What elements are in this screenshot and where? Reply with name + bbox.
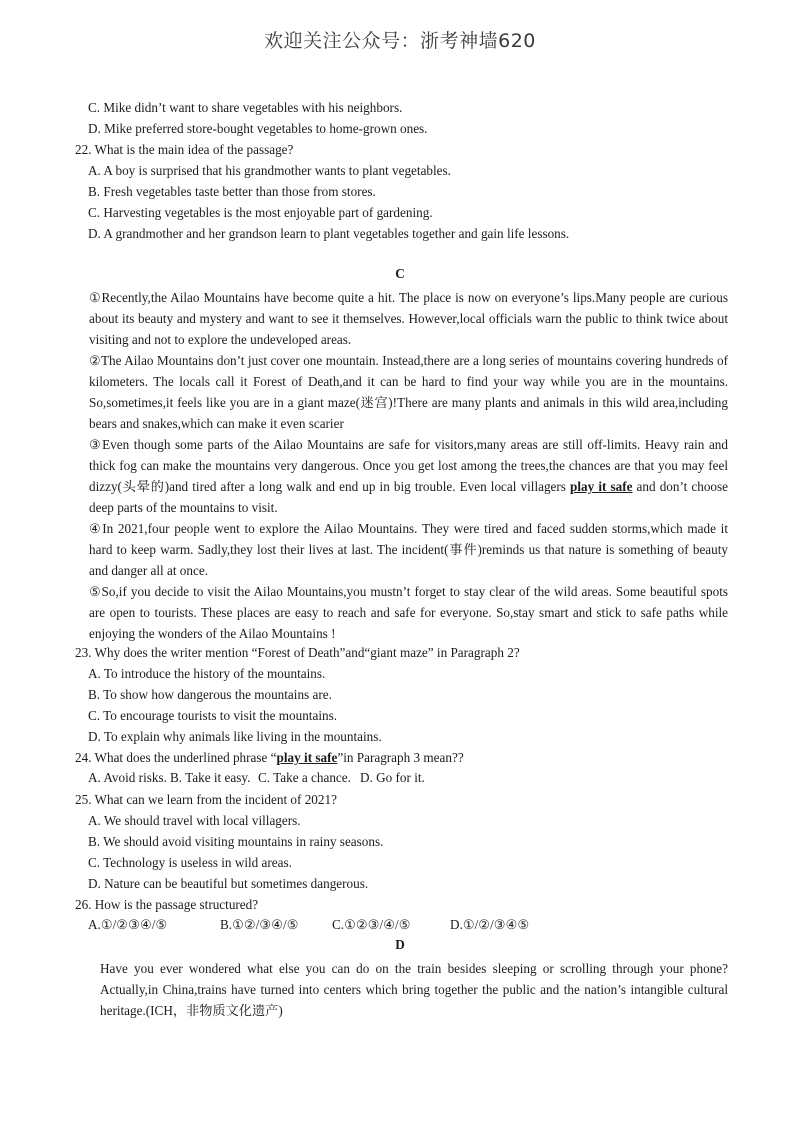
q24-text-after: ”in Paragraph 3 mean?? — [337, 750, 464, 765]
q21-option-c: C. Mike didn’t want to share vegetables with his neighbors. — [88, 100, 403, 115]
q22-option-d: D. A grandmother and her grandson learn to plant vegetables together and gain life lessons. — [88, 226, 570, 241]
q24-option-a: A. Avoid risks. — [88, 770, 167, 785]
q25-question: 25. What can we learn from the incident of 2021? — [75, 792, 337, 807]
section-d-title: D — [395, 937, 405, 952]
q26-option-b: B.①②/③④/⑤ — [220, 917, 299, 932]
q24-question — [75, 749, 464, 767]
q25-option-a: A. We should travel with local villagers. — [88, 813, 301, 828]
q26-option-a: A.①/②③④/⑤ — [88, 917, 168, 932]
passage-c-paragraph-1 — [72, 287, 728, 350]
q26-option-c: C.①②③/④/⑤ — [332, 917, 411, 932]
q22-option-b: B. Fresh vegetables taste better than those from stores. — [88, 184, 376, 199]
q22-option-a: A. A boy is surprised that his grandmother wants to plant vegetables. — [88, 163, 451, 178]
paragraph-text: Have you ever wondered what else you can do on the train besides sleeping or scrolling through your phone? Actually,in China,trains have turned into centers which bring together the public and the nation’s intangible cultural heritage.(ICH，非物质文化遗产) — [100, 961, 728, 1018]
paragraph-text: ④In 2021,four people went to explore the Ailao Mountains. They were tired and faced sudden storms,which made it hard to keep warm. Sadly,they lost their lives at last. The incident(事件)reminds us that nature is something of beauty and danger all at once. — [89, 521, 728, 578]
underlined-phrase: play it safe — [570, 479, 633, 494]
passage-c-paragraph-5 — [72, 581, 728, 644]
passage-d-paragraph-1 — [72, 958, 728, 1021]
q25-option-d: D. Nature can be beautiful but sometimes dangerous. — [88, 876, 369, 891]
q24-option-c: C. Take a chance. — [258, 770, 351, 785]
paragraph-text — [72, 434, 728, 518]
q25-option-c: C. Technology is useless in wild areas. — [88, 855, 292, 870]
q23-option-b: B. To show how dangerous the mountains are. — [88, 687, 332, 702]
q24-text-before: 24. What does the underlined phrase “ — [75, 750, 277, 765]
paragraph-3-text-before: ③Even though some parts of the Ailao Mountains are safe for visitors,many areas are still off-limits. Heavy rain and thick fog can make the mountains very dangerous. Once you get lost among the trees,the chances are that you may feel dizzy(头晕的)and tired after a long walk and end up in big trouble. Even local villagers — [89, 437, 728, 494]
q24-option-d: D. Go for it. — [360, 770, 425, 785]
q26-option-d: D.①/②/③④⑤ — [450, 917, 530, 932]
q23-option-a: A. To introduce the history of the mountains. — [88, 666, 326, 681]
q22-option-c: C. Harvesting vegetables is the most enjoyable part of gardening. — [88, 205, 433, 220]
page-header: 欢迎关注公众号：浙考神墙620 — [264, 30, 536, 52]
q22-question: 22. What is the main idea of the passage? — [75, 142, 294, 157]
underlined-phrase: play it safe — [276, 750, 338, 765]
paragraph-3-text-after: and don’t choose deep parts of the mountains to visit. — [89, 479, 729, 515]
q24-options — [88, 770, 425, 786]
q26-question: 26. How is the passage structured? — [75, 897, 259, 912]
q23-option-c: C. To encourage tourists to visit the mountains. — [88, 708, 338, 723]
passage-c-paragraph-3 — [72, 434, 728, 518]
passage-c-paragraph-4 — [72, 518, 728, 581]
q23-option-d: D. To explain why animals like living in the mountains. — [88, 729, 382, 744]
paragraph-text: ⑤So,if you decide to visit the Ailao Mountains,you mustn’t forget to stay clear of the wild areas. Some beautiful spots are open to tourists. These places are easy to reach and safe for everyone. So,stay smart and stick to safe paths while enjoying the wonders of the Ailao Mountains ! — [89, 584, 728, 641]
q25-option-b: B. We should avoid visiting mountains in rainy seasons. — [88, 834, 384, 849]
passage-c-paragraph-2 — [72, 350, 728, 434]
q21-option-d: D. Mike preferred store-bought vegetables to home-grown ones. — [88, 121, 428, 136]
q23-question: 23. Why does the writer mention “Forest of Death”and“giant maze” in Paragraph 2? — [75, 645, 520, 660]
section-c-title: C — [395, 266, 405, 281]
q26-options — [88, 917, 529, 933]
q24-option-b: B. Take it easy. — [170, 770, 251, 785]
paragraph-text: ②The Ailao Mountains don’t just cover one mountain. Instead,there are a long series of mountains covering hundreds of kilometers. The locals call it Forest of Death,and it can be hard to find your way while you are in the mountains. So,sometimes,it feels like you are in a giant maze(迷宫)!There are many plants and animals in this wild area,including bears and snakes,which can make it even scarier — [89, 353, 728, 431]
paragraph-text: ①Recently,the Ailao Mountains have become quite a hit. The place is now on everyone’s lips.Many people are curious about its beauty and mystery and want to see it themselves. However,local officials warn the public to think twice about visiting and not to explore the undeveloped areas. — [89, 290, 728, 347]
